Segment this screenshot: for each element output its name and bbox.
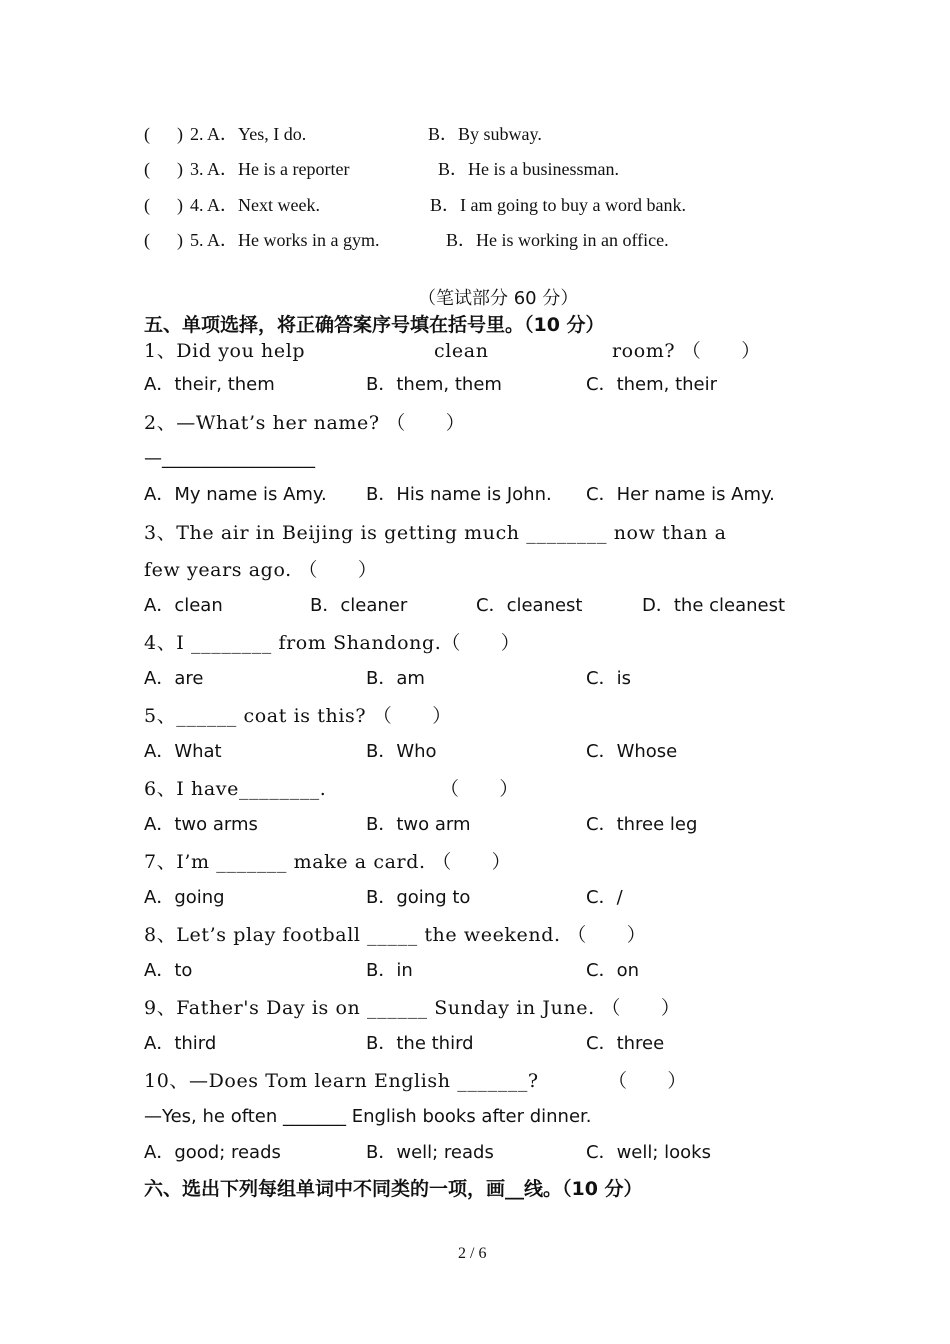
q3-option-c: C．cleanest <box>476 595 583 616</box>
listening-paren-5: ( ) <box>144 230 183 250</box>
q6-option-a: A．two arms <box>144 814 258 835</box>
q5-option-b: B．Who <box>366 741 437 762</box>
listening-option-a-3: 3. A．He is a reporter <box>190 159 350 179</box>
question-5: 5、______ coat is this? （ ） <box>144 705 452 727</box>
question-2: 2、—What’s her name? （ ） <box>144 412 466 434</box>
listening-option-b-2: B．By subway. <box>428 124 542 144</box>
q7-option-b: B．going to <box>366 887 471 908</box>
written-part-title: （笔试部分 60 分） <box>418 288 579 309</box>
q9-option-a: A．third <box>144 1033 217 1054</box>
listening-option-a-2: 2. A．Yes, I do. <box>190 124 307 144</box>
q7-option-c: C．/ <box>586 887 623 908</box>
question-3-continued: few years ago. （ ） <box>144 559 378 581</box>
question-7: 7、I’m _______ make a card. （ ） <box>144 851 512 873</box>
q6-option-b: B．two arm <box>366 814 471 835</box>
q2-answer-blank: —_________________ <box>144 448 315 469</box>
q10-option-b: B．well; reads <box>366 1142 494 1163</box>
question-10-reply: —Yes, he often _______ English books after dinner. <box>144 1106 592 1127</box>
question-6: 6、I have________. <box>144 778 327 800</box>
question-10-paren: （ ） <box>608 1070 688 1092</box>
q8-option-c: C．on <box>586 960 639 981</box>
q3-option-d: D．the cleanest <box>642 595 786 616</box>
question-4: 4、I ________ from Shandong.（ ） <box>144 632 521 654</box>
q4-option-a: A．are <box>144 668 204 689</box>
question-6-paren: （ ） <box>440 778 520 800</box>
q1-option-b: B．them, them <box>366 374 502 395</box>
section-5-title: 五、单项选择，将正确答案序号填在括号里。（10 分） <box>144 314 605 336</box>
listening-option-b-4: B．I am going to buy a word bank. <box>430 195 686 215</box>
q5-option-c: C．Whose <box>586 741 678 762</box>
q3-option-a: A．clean <box>144 595 223 616</box>
question-8: 8、Let’s play football _____ the weekend. （ ） <box>144 924 647 946</box>
q2-option-b: B．His name is John. <box>366 484 552 505</box>
question-1-part-c: room? （ ） <box>612 340 761 362</box>
question-10: 10、—Does Tom learn English _______? <box>144 1070 539 1092</box>
q1-option-a: A．their, them <box>144 374 275 395</box>
listening-paren-2: ( ) <box>144 124 183 144</box>
listening-paren-3: ( ) <box>144 159 183 179</box>
q4-option-b: B．am <box>366 668 425 689</box>
q1-option-c: C．them, their <box>586 374 718 395</box>
q7-option-a: A．going <box>144 887 225 908</box>
question-3: 3、The air in Beijing is getting much ________ now than a <box>144 522 727 544</box>
q2-option-c: C．Her name is Amy. <box>586 484 775 505</box>
q9-option-b: B．the third <box>366 1033 474 1054</box>
q2-option-a: A．My name is Amy. <box>144 484 327 505</box>
q4-option-c: C．is <box>586 668 631 689</box>
q6-option-c: C．three leg <box>586 814 698 835</box>
q10-option-a: A．good; reads <box>144 1142 281 1163</box>
q3-option-b: B．cleaner <box>310 595 408 616</box>
section-6-title: 六、选出下列每组单词中不同类的一项，画__线。（10 分） <box>144 1178 643 1200</box>
q10-option-c: C．well; looks <box>586 1142 711 1163</box>
q9-option-c: C．three <box>586 1033 665 1054</box>
listening-option-a-4: 4. A．Next week. <box>190 195 320 215</box>
question-9: 9、Father's Day is on ______ Sunday in June. （ ） <box>144 997 681 1019</box>
question-1-part-a: 1、Did you help <box>144 340 306 362</box>
question-1-part-b: clean <box>434 340 489 362</box>
q8-option-a: A．to <box>144 960 193 981</box>
q8-option-b: B．in <box>366 960 413 981</box>
listening-paren-4: ( ) <box>144 195 183 215</box>
listening-option-b-3: B．He is a businessman. <box>438 159 619 179</box>
q5-option-a: A．What <box>144 741 222 762</box>
listening-option-a-5: 5. A．He works in a gym. <box>190 230 380 250</box>
page-number: 2 / 6 <box>458 1245 487 1262</box>
listening-option-b-5: B．He is working in an office. <box>446 230 669 250</box>
